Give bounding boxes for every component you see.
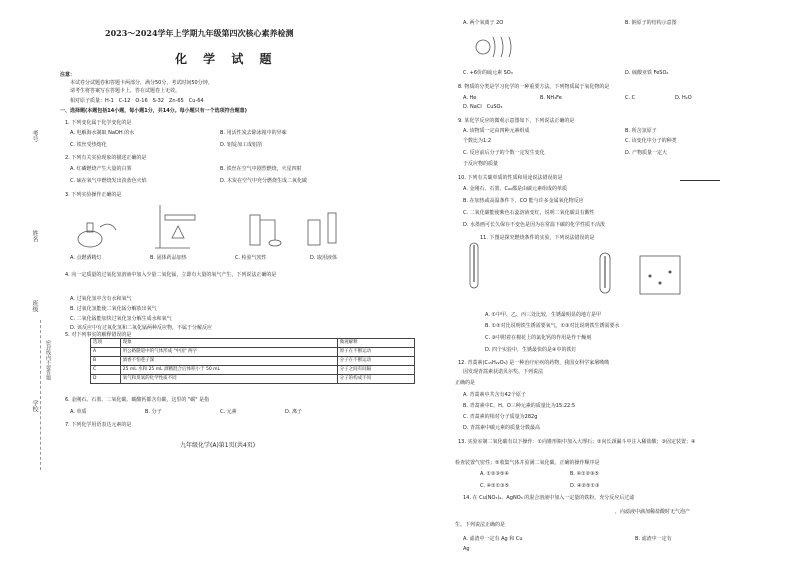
left-column [60,0,440,561]
q9-option-d: D. 产物质量一定大 [625,150,668,156]
question-4: 4. 向一定质量的过氧化氢溶液中加入少量二氧化锰，立即有大量的氧气产生，下列说法正确的是 [65,272,277,278]
question-3: 3. 下列实验操作正确的是 [65,192,122,198]
seal-line [40,320,41,470]
q7-option-a: A. 两个氧离子 2O [463,20,504,26]
q13-line-2: 检查装置气密性；⑤收集气体并验满二氧化碳。正确的操作顺序是 [455,460,600,466]
q1-option-b: B. 用活性炭去除冰箱中的异味 [220,130,287,136]
q1-option-c: C. 铁丝受热熔化 [70,142,107,148]
q6-option-c: C. 元素 [220,409,237,415]
q3-option-a: A. 点燃酒精灯 [70,255,102,261]
q8-option-c: C. C [625,95,636,101]
q8-option-b: B. NH₄Fe [540,95,562,101]
figure-oxygen-jar [630,248,690,296]
question-14: 14. 在 Cu(NO₃)₂、AgNO₃ 的混合溶液中加入一定量的铁粉，充分反应后过滤 [463,495,635,501]
table-cell: 分子的构成不同 [337,375,414,384]
q2-option-b: B. 铁丝在空气中剧烈燃烧，火星四射 [220,166,302,172]
q4-option-d: D. 该反应中有过氧化氢和二氧化锰两种反应物，不属于分解反应 [70,325,213,331]
question-5: 5. 对下列事实的解释错误的是 [65,332,132,338]
gutter-label-class: 班级 [31,300,38,312]
q13-option-b: B. ④①②③⑤ [570,471,600,477]
table-cell: 25 mL 水和 25 mL 酒精混合后体积小于 50 mL [120,366,337,375]
table-header: 微观解释 [337,339,414,348]
figure-cotton-tube [570,248,625,296]
table-cell: D [91,375,121,384]
table-cell: 原子在不断运动 [337,348,414,357]
q10-option-b: B. 在加热或高温条件下，CO 能与许多金属氧化物反应 [463,198,584,204]
q2-option-d: D. 木炭在空气中充分燃烧生成二氧化碳 [220,178,308,184]
q14-line-2: ，向滤液中滴加稀盐酸时无气泡产 [615,509,691,515]
q9-option-a: A. 该物质一定由四种元素组成 [463,128,530,134]
q13-option-d: D. ④②⑤①③ [570,483,600,489]
q10-option-c: C. 二氧化碳能使紫色石蕊溶液变红，说明二氧化碳具有酸性 [463,210,595,216]
q3-option-b: B. 固体药品加热 [150,255,187,261]
q9-line-2: 个数比为1:2 [463,138,492,144]
q4-option-c: C. 二氧化锰能加快过氧化氢分解生成水和氧气 [70,316,172,322]
q11-option-c: C. ③中附着在棉花上的氯化钙的作用是作干燥剂 [485,335,592,341]
q7-option-d: D. 硫酸亚铁 FeSO₄ [625,70,669,76]
table-cell: A [91,348,121,357]
table-cell: 分子在不断运动 [337,357,414,366]
binding-gutter [0,0,55,561]
figure-air-tightness [235,205,285,250]
notes-line-2: 请考生将答案写在答题卡上，答在试题卷上无效。 [70,88,181,94]
q6-option-d: D. 离子 [285,409,303,415]
gutter-label-exam-no: 考号 [31,130,38,142]
q13-option-c: C. ④②①③⑤ [480,483,510,489]
seal-line-text: 密封线内不要答题 [45,340,51,380]
figure-sodium-atom [465,32,520,62]
figure-test-tube-1 [460,240,490,295]
q13-option-a: A. ①②③⑤④ [480,471,509,477]
table-cell: 用公路隧道中的气体形成 "中国" 两字 [120,348,337,357]
atomic-mass: 相对原子质量：H-1 C-12 O-16 S-32 Zn-65 Cu-64 [70,98,204,104]
q11-option-a: A. ①中甲、乙、丙三处比较，生锈最明显的地方是甲 [485,312,601,318]
figure-heating-solid [150,200,210,250]
q4-option-a: A. 过氧化氢中含有水和氧气 [70,296,132,302]
q14-line-3: 生。下列说法正确的是 [455,522,506,528]
question-9: 9. 某化学反应的微观示意图如下，下列说法正确的是 [458,118,575,124]
q12-line-3: 正确的是 [455,380,476,386]
table-row [91,366,415,375]
figure-alcohol-lamp [70,205,120,250]
notes-heading: 注意： [60,72,76,78]
question-7: 7. 下列化学用语表达元素的是 [65,422,132,428]
q2-option-c: C. 硫在氧气中燃烧发出淡蓝色火焰 [70,178,147,184]
table-row [91,348,415,357]
page-footer: 九年级化学(A)第1页(共4页) [180,442,256,449]
subject-title: 化 学 试 题 [175,52,278,66]
q10-option-a: A. 金刚石、石墨、C₆₀都是由碳元素组成的单质 [463,186,568,192]
question-11: 11. 下图是探究燃烧条件的实验，下列说法错误的是 [480,235,595,241]
right-column [455,0,775,561]
q2-option-a: A. 红磷燃烧产生大量的白雾 [70,166,132,172]
q11-option-b: B. ①②对比说明铁生锈需要氧气，①③对比说明铁生锈需要水 [485,323,620,329]
q8-option-d: D. H₂O [675,95,692,101]
q14-option-b: B. 滤渣中一定有 [635,536,672,542]
q7-option-b: B. 钠原子的结构示意图 [625,20,677,26]
table-cell: C [91,366,121,375]
exam-title: 2023～2024学年上学期九年级第四次核心素养检测 [105,28,294,38]
notes-line-1: 本试卷分试题卷和答题卡两部分，满分50分，考试时间50分钟。 [70,80,213,86]
table-row [91,375,415,384]
q12-option-a: A. 青蒿素中共含有42个原子 [463,392,526,398]
figure-pour-liquid [300,205,350,250]
q14-option-a-cont: Ag [463,546,470,552]
table-cell: 酒香不怕巷子深 [120,357,337,366]
q8-option-a: A. He [463,95,477,101]
q12-option-b: B. 青蒿素中C、H、O三种元素的质量比为15:22:5 [463,403,576,409]
q7-option-c: C. +6价的硫元素 SO₃ [463,70,513,76]
gutter-label-school: 学校 [31,400,38,412]
q12-option-c: C. 青蒿素的相对分子质量为282g [463,414,538,420]
question-12: 12. 青蒿素(C₁₅H₂₂O₅) 是一种治疗疟疾的药物，我国女科学家屠呦呦 [458,360,610,366]
question-8: 8. 物质的分类是学习化学的一种重要方法，下列物质属于氧化物的是 [458,84,610,90]
q3-option-d: D. 取用液体 [310,255,338,261]
q4-option-b: B. 过氧化氢能使二氧化锰分解放出氧气 [70,306,157,312]
q9-option-b: B. 所含氢原子 [625,128,657,134]
q9-line-4: 于反应物的质量 [463,161,499,167]
q1-option-a: A. 电解海水制取 NaOH 的水 [70,130,135,136]
q10-option-d: D. 水墨画可长久保存不变色是因为在常温下碳的化学性质不活泼 [463,222,606,228]
q11-option-d: D. 四个实验中，生锈最快的是④中的铁钉 [485,347,577,353]
q9-option-c: C. 反应前后分子的个数一定发生变化 [463,150,545,156]
q12-option-d: D. 青蒿素中碳元素的质量分数最高 [463,425,541,431]
table-cell: B [91,357,121,366]
question-13: 13. 实验室制二氧化碳有以下操作：①向锥形瓶中加入大理石；②向长颈漏斗中注入稀盐酸；③固定装置；④ [458,439,696,445]
q14-option-a: A. 滤渣中一定有 Ag 和 Cu [463,536,523,542]
section-heading: 一、选择题(本题包括14小题，每小题1分，共14分。每小题只有一个选项符合题意) [60,108,247,114]
gutter-label-name: 姓名 [31,230,38,242]
question-2: 2. 下列有关实验现象的描述正确的是 [65,155,147,161]
question-1: 1. 下列变化属于化学变化的是 [65,120,132,126]
q3-option-c: C. 检验气密性 [235,255,267,261]
question-6: 6. 金刚石、石墨、二氧化碳、碳酸钙都含有碳，这里的 "碳" 是指 [65,397,210,403]
explanation-table [90,338,415,384]
table-header: 选项 [91,339,121,348]
q8-option-d-line: D. NaCl CuSO₄ [463,104,503,110]
table-header: 现象 [120,339,337,348]
table-cell: 氧气和臭氧的化学性质不同 [120,375,337,384]
q1-option-d: D. 铝锭加工成铝箔 [220,142,263,148]
table-cell: 分子之间有间隔 [337,366,414,375]
table-row [91,357,415,366]
q6-option-a: A. 单质 [70,409,87,415]
q12-line-2: 因发现青蒿素获诺贝尔奖。下列说法 [463,369,544,375]
q9-line-2b: C. 该变化中分子的种类 [625,138,677,144]
answer-blank [680,180,720,181]
table-header-row [91,339,415,348]
question-10: 10. 下列有关碳单质的性质和用途说法错误的是 [458,175,563,181]
q6-option-b: B. 分子 [145,409,162,415]
